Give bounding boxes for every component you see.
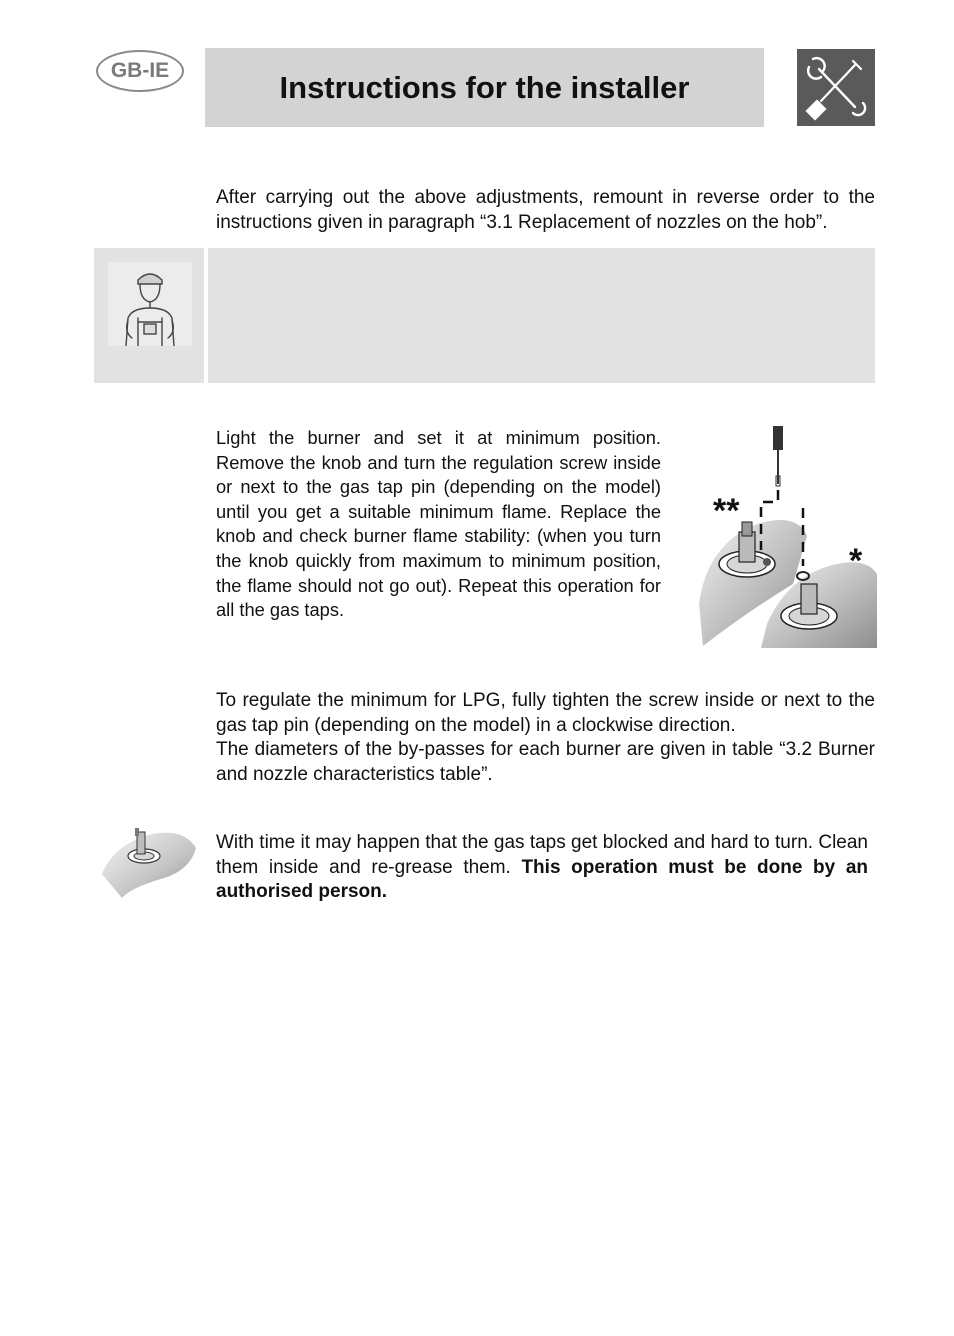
gas-tap-icon xyxy=(100,826,198,900)
bypass-paragraph: The diameters of the by-passes for each burner are given in table “3.2 Burner and nozzle characteristics table”. xyxy=(216,739,875,785)
gas-taps-text: With time it may happen that the gas taps get blocked and hard to turn. Clean them inside and re-grease them. xyxy=(216,832,868,878)
marker-double-star: ** xyxy=(713,492,740,530)
gas-taps-paragraph xyxy=(216,831,868,905)
minimum-regulation-paragraph: Light the burner and set it at minimum position. Remove the knob and turn the regulation screw inside or next to the gas tap pin (depending on the model) until you get a suitable minimum flame. Replace the knob and check burner flame stability: (when you turn the knob quickly from maximum to minimum position, the flame should not go out). Repeat this operation for all the gas taps. xyxy=(216,427,661,621)
installer-worker-icon xyxy=(108,262,192,346)
remount-paragraph: After carrying out the above adjustments, remount in reverse order to the instructions given in paragraph “3.1 Replacement of nozzles on the hob”. xyxy=(216,187,875,233)
language-badge: GB-IE xyxy=(96,50,184,92)
title-banner xyxy=(205,48,764,127)
wrench-screwdriver-icon xyxy=(797,49,875,126)
marker-single-star: * xyxy=(849,542,863,580)
note-text-panel xyxy=(208,248,875,383)
burner-regulation-diagram xyxy=(697,424,877,648)
authorised-person-warning: This operation must be done by an authorised person. xyxy=(216,856,868,903)
page-title: Instructions for the installer xyxy=(279,69,690,105)
lpg-paragraph: To regulate the minimum for LPG, fully tighten the screw inside or next to the gas tap pin (depending on the model) in a clockwise direction. xyxy=(216,690,875,736)
